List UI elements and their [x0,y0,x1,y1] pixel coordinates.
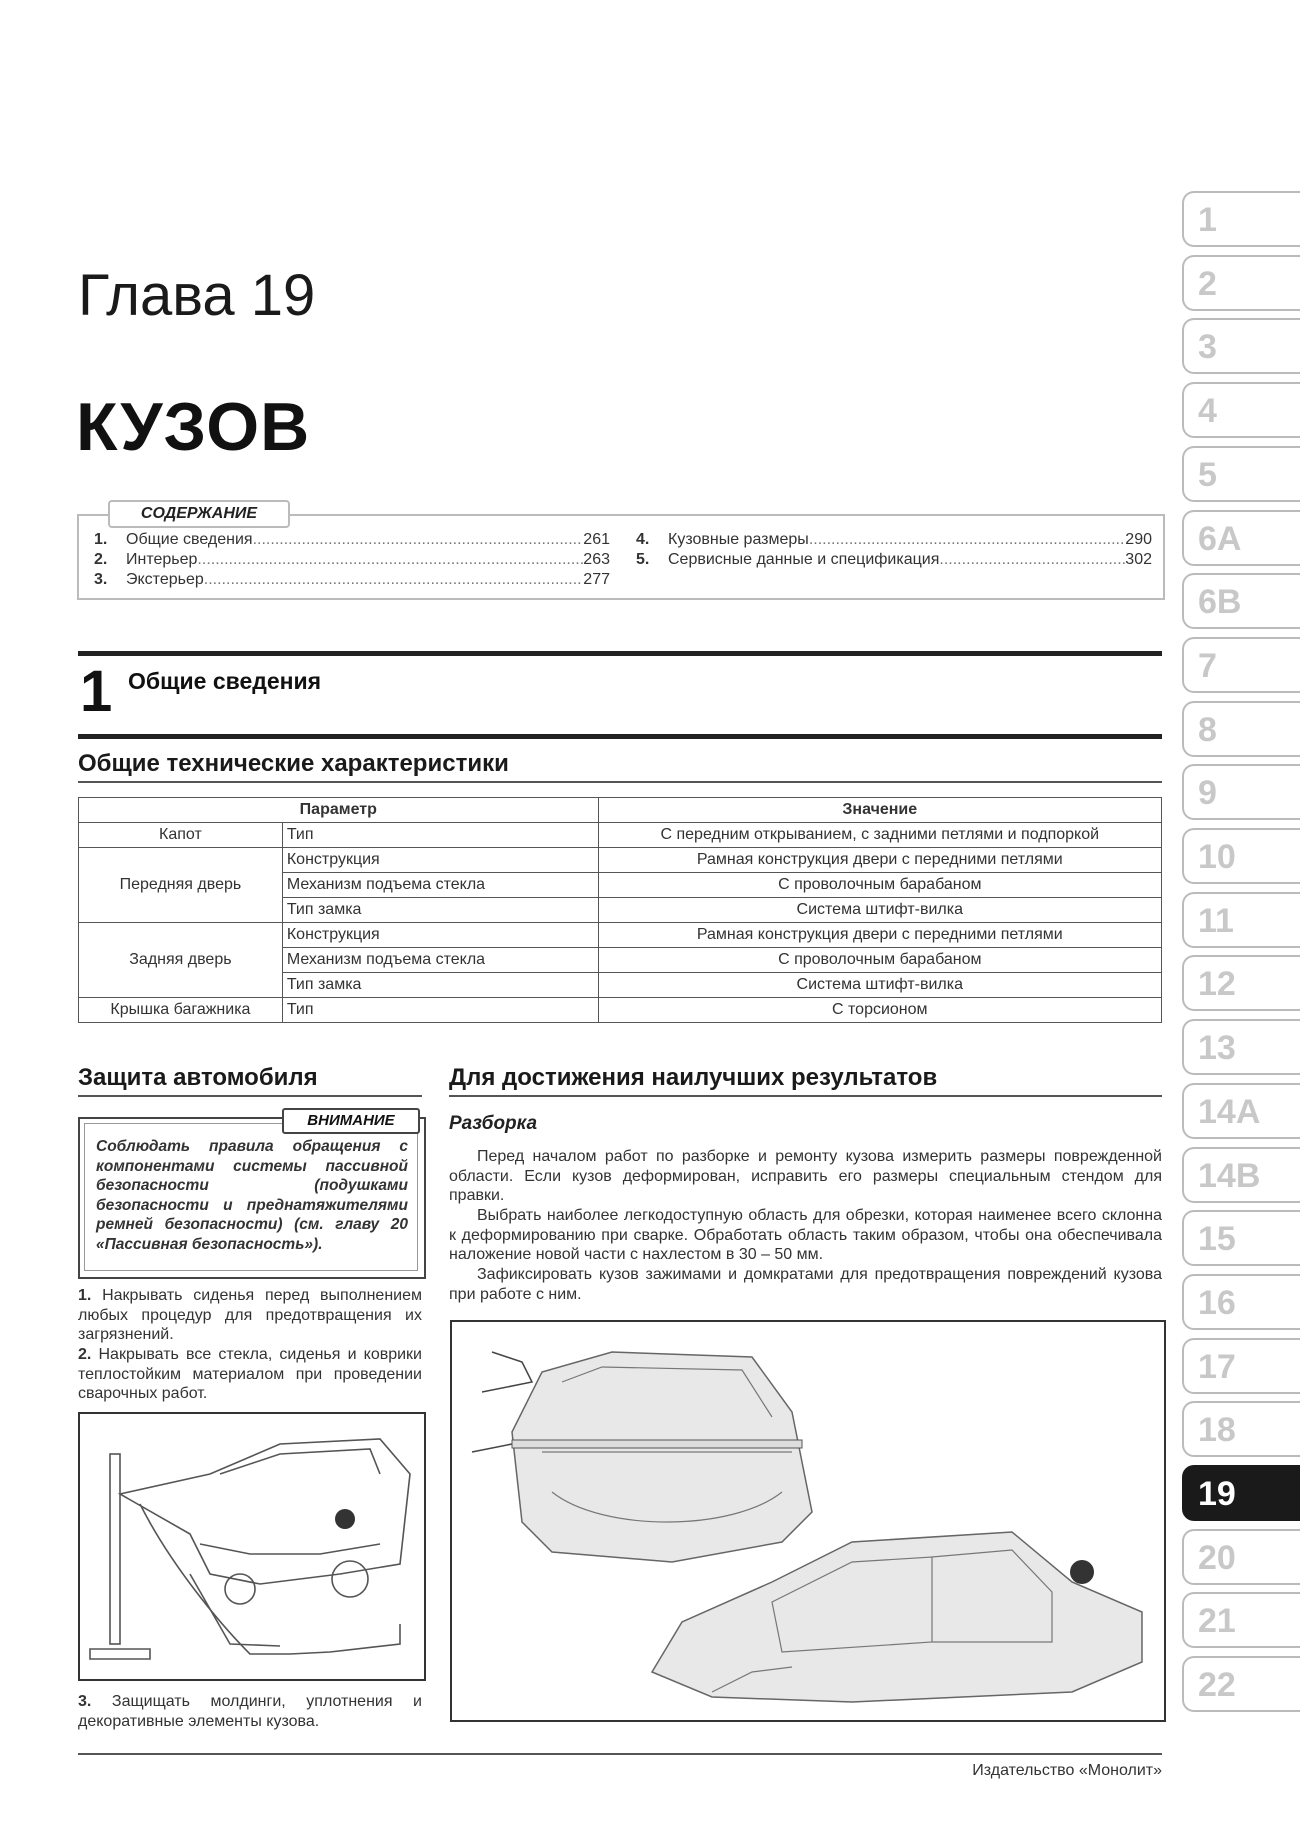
clamp-bar [512,1440,802,1448]
logo-mark [335,1509,355,1529]
body-shell-drawing [452,1322,1164,1720]
stand-column [110,1454,120,1644]
item-text: Накрывать сиденья перед выполнением любых процедур для предотвращения их загрязнений. [78,1287,422,1343]
chapter-tab-label: 15 [1198,1220,1236,1259]
chapter-tab-label: 3 [1198,328,1217,367]
chapter-tab-11[interactable] [1182,892,1300,948]
toc-text: Кузовные размеры [668,531,809,548]
chapter-tab-9[interactable] [1182,764,1300,820]
chapter-tab-7[interactable] [1182,637,1300,693]
value-cell: С передним открыванием, с задними петлями и подпоркой [598,823,1161,848]
chapter-title: КУЗОВ [76,389,311,465]
paragraph: Зафиксировать кузов зажимами и домкратами для предотвращения повреждений кузова при работе с ним. [449,1266,1162,1303]
disassembly-heading: Разборка [449,1113,538,1134]
specs-table [78,797,1162,1023]
value-cell: С проволочным барабаном [598,873,1161,898]
param-cell: Тип замка [282,973,598,998]
toc-entry[interactable] [636,550,1152,570]
section-number: 1 [80,659,113,724]
chapter-tab-label: 22 [1198,1666,1236,1705]
section-bottom-rule [78,734,1162,739]
chapter-tab-label: 21 [1198,1602,1236,1641]
toc-entry[interactable] [94,530,610,550]
chapter-tab-label: 11 [1198,901,1234,940]
chapter-tab-label: 8 [1198,710,1217,749]
chapter-tab-label: 13 [1198,1029,1236,1068]
table-row [79,923,1162,948]
param-cell: Тип [282,998,598,1023]
chapter-tab-label: 6B [1198,583,1242,622]
chapter-tab-label: 14B [1198,1156,1261,1195]
value-cell: Система штифт-вилка [598,973,1161,998]
stand-base [90,1649,150,1659]
specs-heading: Общие технические характеристики [78,750,509,777]
chapter-tab-15[interactable] [1182,1210,1300,1266]
footer-rule [78,1753,1162,1755]
chapter-tab-14a[interactable] [1182,1083,1300,1139]
value-cell: С торсионом [598,998,1161,1023]
table-row [79,998,1162,1023]
toc-text: Экстерьер [126,571,204,588]
toc-entry[interactable] [94,550,610,570]
figure-protection-illustration [78,1412,426,1681]
chapter-tab-label: 5 [1198,455,1217,494]
hand-clamp-left [472,1444,512,1452]
toc-entry[interactable] [636,530,1152,550]
protection-item-1 [78,1286,422,1345]
protection-heading-rule [78,1095,422,1097]
toc-right-column [636,530,1152,570]
chapter-tab-21[interactable] [1182,1592,1300,1648]
chapter-tab-8[interactable] [1182,701,1300,757]
value-cell: Система штифт-вилка [598,898,1161,923]
paragraph: Выбрать наиболее легкодоступную область для обрезки, которая наименее всего склонна к деформированию при сварке. Обработать область таким образом, чтобы она обеспечивала наложение новой части с нахлестом в 30 – 50 мм. [449,1207,1162,1263]
chapter-tab-3[interactable] [1182,318,1300,374]
group-trunk: Крышка багажника [79,998,283,1023]
group-front-door: Передняя дверь [79,848,283,923]
toc-num: 2. [94,551,108,568]
protection-item-2 [78,1345,422,1404]
chapter-tab-label: 12 [1198,965,1236,1004]
toc-dots [809,530,1125,550]
toc-page: 302 [1125,551,1152,568]
toc-num: 3. [94,571,108,588]
chapter-tab-2[interactable] [1182,255,1300,311]
param-cell: Конструкция [282,848,598,873]
group-hood: Капот [79,823,283,848]
car-body-outline [120,1439,410,1584]
item-number: 2. [78,1346,92,1363]
chapter-tab-6b[interactable] [1182,573,1300,629]
item-number: 1. [78,1287,92,1304]
chapter-tab-label: 18 [1198,1411,1236,1450]
param-cell: Механизм подъема стекла [282,948,598,973]
chapter-tab-14b[interactable] [1182,1147,1300,1203]
item-text: Защищать молдинги, уплотнения и декоративные элементы кузова. [78,1693,422,1730]
chapter-tab-label: 7 [1198,646,1217,685]
best-results-heading-rule [449,1095,1162,1097]
chapter-tab-5[interactable] [1182,446,1300,502]
publisher: Издательство «Монолит» [972,1762,1162,1779]
chapter-tab-label: 16 [1198,1283,1236,1322]
chapter-tab-4[interactable] [1182,382,1300,438]
toc-page: 290 [1125,531,1152,548]
chapter-tab-20[interactable] [1182,1529,1300,1585]
chapter-tab-19[interactable] [1182,1465,1300,1521]
value-cell: С проволочным барабаном [598,948,1161,973]
paragraph: Перед началом работ по разборке и ремонту кузова измерить размеры поврежденной области. Если кузов деформирован, исправить его размеры специальным стендом для правки. [449,1148,1162,1204]
chapter-tab-label: 1 [1198,201,1217,239]
chapter-tab-10[interactable] [1182,828,1300,884]
table-header-row [79,798,1162,823]
chapter-tab-16[interactable] [1182,1274,1300,1330]
chapter-tab-label: 9 [1198,774,1217,813]
chapter-tab-label: 4 [1198,392,1217,431]
toc-page: 277 [583,571,610,588]
toc-left-column [94,530,610,590]
toc-page: 263 [583,551,610,568]
toc-entry[interactable] [94,570,610,590]
toc-num: 1. [94,531,108,548]
param-cell: Тип [282,823,598,848]
chapter-tab-1[interactable] [1182,191,1300,247]
chapter-tab-label: 20 [1198,1538,1236,1577]
chapter-tab-18[interactable] [1182,1401,1300,1457]
toc-dots [939,550,1125,570]
toc-dots [253,530,584,550]
section-title: Общие сведения [128,668,322,694]
param-cell: Механизм подъема стекла [282,873,598,898]
warning-label: ВНИМАНИЕ [282,1108,420,1134]
hand-clamp-top [482,1352,532,1392]
chapter-tab-label: 17 [1198,1347,1236,1386]
side-shell [652,1532,1142,1702]
logo-mark [1070,1560,1094,1584]
chapter-tab-6a[interactable] [1182,510,1300,566]
item-number: 3. [78,1693,92,1710]
chapter-tab-label: 2 [1198,264,1217,303]
cable [140,1504,400,1654]
toc-num: 4. [636,531,650,548]
column-header-param: Параметр [79,798,599,823]
param-cell: Конструкция [282,923,598,948]
toc-title: СОДЕРЖАНИЕ [108,500,290,528]
value-cell: Рамная конструкция двери с передними петлями [598,848,1161,873]
car-front-stand-drawing [80,1414,424,1679]
chapter-label: Глава 19 [78,263,316,328]
toc-text: Общие сведения [126,531,253,548]
chapter-tab-17[interactable] [1182,1338,1300,1394]
chapter-tab-22[interactable] [1182,1656,1300,1712]
item-text: Накрывать все стекла, сиденья и коврики теплостойким материалом при проведении сварочных работ. [78,1346,422,1402]
warning-text: Соблюдать правила обращения с компонентами системы пассивной безопасности (подушками безопасности и преднатяжителями ремней безопасности) (см. главу 20 «Пассивная безопасность»). [96,1138,408,1253]
protection-item-3 [78,1692,422,1731]
toc-dots [197,550,583,570]
rear-shell [512,1352,812,1562]
toc-dots [204,570,584,590]
table-row [79,823,1162,848]
chapter-tab-label: 14A [1198,1092,1261,1131]
toc-text: Сервисные данные и спецификация [668,551,940,568]
best-results-heading: Для достижения наилучших результатов [449,1064,938,1091]
toc-text: Интерьер [126,551,198,568]
toc-num: 5. [636,551,650,568]
chapter-tab-label: 6A [1198,519,1242,558]
column-header-value: Значение [598,798,1161,823]
table-row [79,848,1162,873]
chapter-tab-12[interactable] [1182,955,1300,1011]
group-rear-door: Задняя дверь [79,923,283,998]
param-cell: Тип замка [282,898,598,923]
toc-page: 261 [583,531,610,548]
chapter-tab-13[interactable] [1182,1019,1300,1075]
section-top-rule [78,651,1162,656]
figure-body-shell [450,1320,1166,1722]
chapter-tab-label: 19 [1198,1475,1236,1513]
value-cell: Рамная конструкция двери с передними петлями [598,923,1161,948]
protection-heading: Защита автомобиля [78,1064,318,1091]
chapter-tab-label: 10 [1198,838,1236,876]
specs-heading-rule [78,781,1162,783]
